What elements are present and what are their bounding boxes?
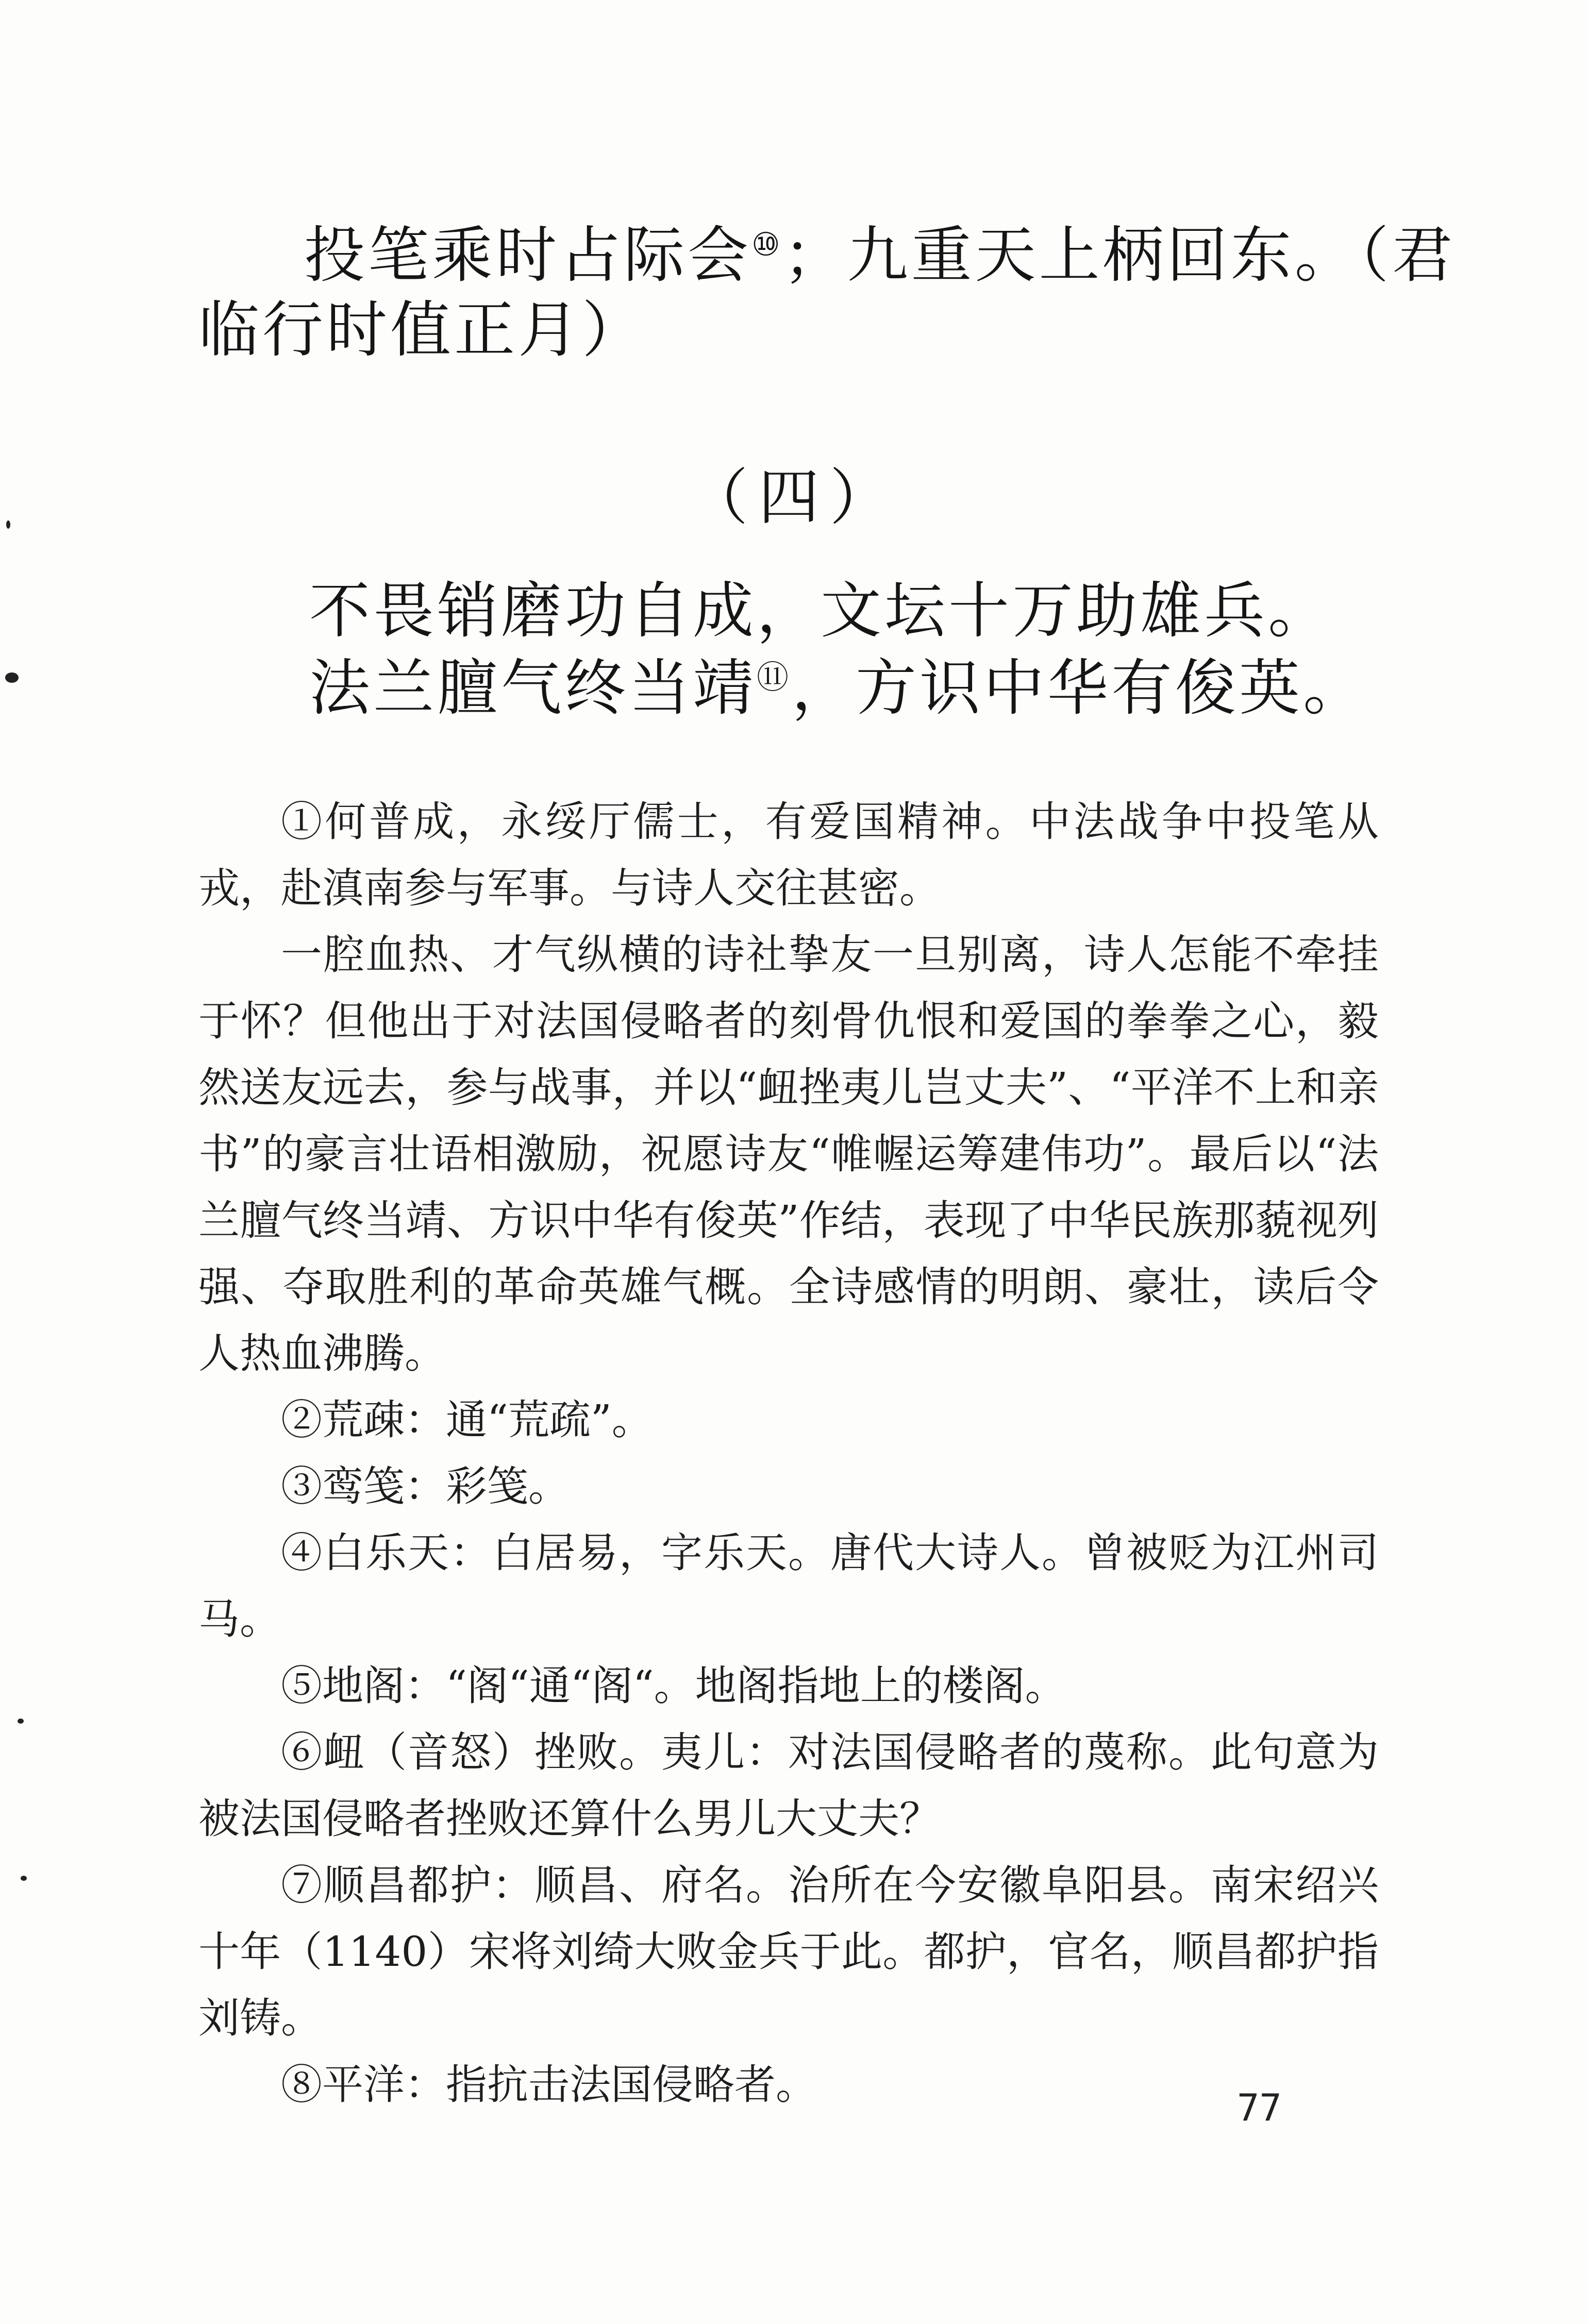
footnote-3: ③鸾笺：彩笺。 [281, 1462, 570, 1510]
section-heading: （四） [687, 462, 901, 533]
poem-four-line-2 [309, 649, 1367, 727]
poem-top-line-1 [304, 216, 1456, 294]
footnote-4: ④白乐天：白居易，字乐天。唐代大诗人。曾被贬为江州司马。 [198, 1529, 1379, 1643]
footnote-5: ⑤地阁：“阁“通“阁“。地阁指地上的楼阁。 [281, 1662, 1066, 1710]
footnote-marker-11: ⑪ [757, 658, 792, 696]
poem-top-line-2: 临行时值正月） [198, 294, 646, 365]
scan-speck [21, 1876, 27, 1881]
footnote-1: ①何普成，永绥厅儒士，有爱国精神。中法战争中投笔从戎，赴滇南参与军事。与诗人交往甚密。 [198, 798, 1379, 912]
poem-four-line-1: 不畏销磨功自成，文坛十万助雄兵。 [309, 575, 1332, 646]
footnote-7: ⑦顺昌都护：顺昌、府名。治所在今安徽阜阳县。南宋绍兴十年（1140）宋将刘绮大败金兵于此。都护，官名，顺昌都护指刘铸。 [198, 1861, 1379, 2042]
poem-four-line-2-text: 法兰膻气终当靖 [309, 652, 757, 723]
footnote-marker-10: ⑩ [751, 225, 783, 263]
commentary-paragraph: 一腔血热、才气纵横的诗社挚友一旦别离，诗人怎能不牵挂于怀？但他出于对法国侵略者的刻骨仇恨和爱国的拳拳之心，毅然送友远去，参与战事，并以“衄挫夷儿岂丈夫”、“平洋不上和亲书”的豪言壮语相激励，祝愿诗友“帷幄运筹建伟功”。最后以“法兰膻气终当靖、方识中华有俊英”作结，表现了中华民族那藐视列强、夺取胜利的革命英雄气概。全诗感情的明朗、豪壮，读后令人热血沸腾。 [198, 931, 1379, 1377]
poem-top-line-1-text: 投笔乘时占际会 [304, 220, 752, 291]
scan-speck [5, 672, 19, 683]
footnotes [198, 788, 1379, 2118]
scan-speck [18, 1719, 24, 1724]
poem-four-line-2-rest: ，方识中华有俊英。 [792, 652, 1367, 723]
footnote-6: ⑥衄（音怒）挫败。夷儿：对法国侵略者的蔑称。此句意为被法国侵略者挫败还算什么男儿大丈夫？ [198, 1728, 1379, 1843]
page-number: 77 [1237, 2086, 1282, 2129]
poem-top-line-1-rest: ；九重天上柄回东。（君 [783, 220, 1456, 291]
footnote-8: ⑧平洋：指抗击法国侵略者。 [281, 2061, 817, 2109]
scan-speck [6, 520, 10, 529]
footnote-2: ②荒疎：通“荒疏”。 [281, 1396, 653, 1444]
